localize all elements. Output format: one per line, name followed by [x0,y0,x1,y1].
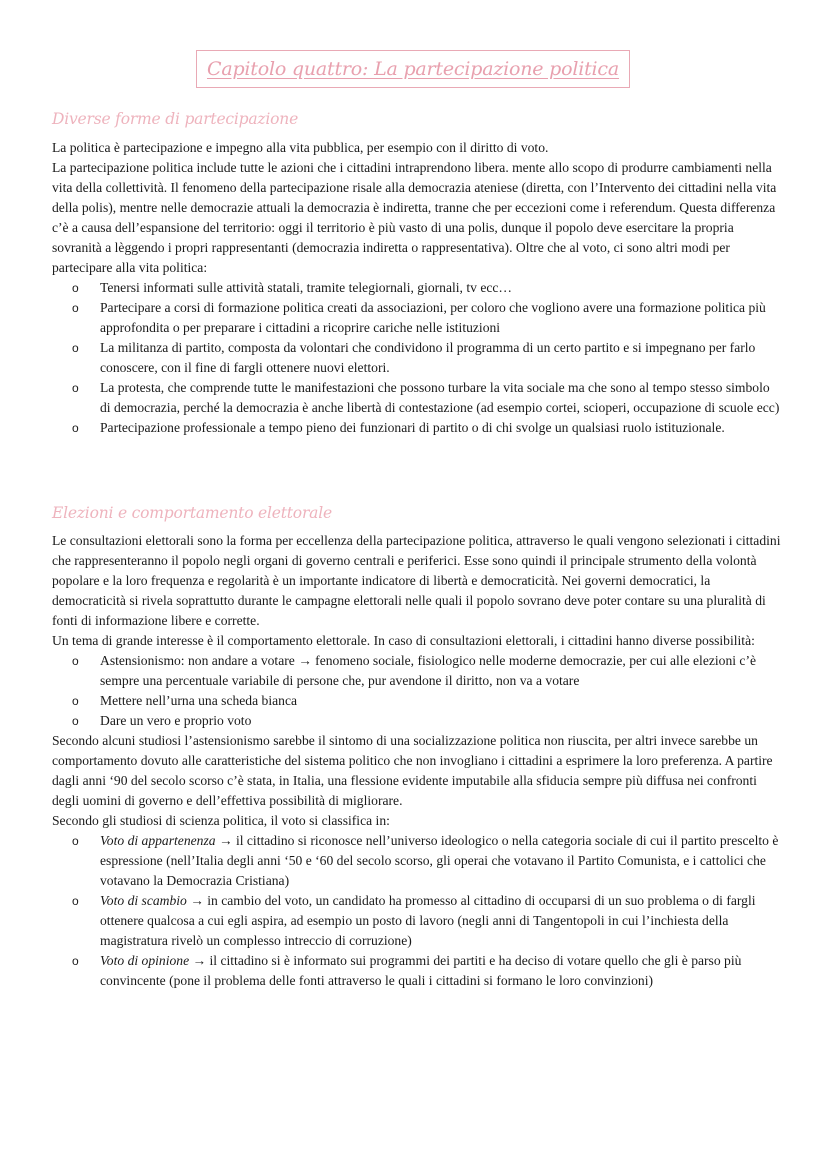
vote-types-list [52,831,782,991]
list-item: o Voto di appartenenza → il cittadino si riconosce nell’universo ideologico o nella categoria sociale di cui il partito prescelto è espressione (nell’Italia degli anni ‘50 e ‘60 del secolo scorso, gli operai che votavano il Partito Comunista, e i cattolici che votavano la Democrazia Cristiana) [72,833,779,888]
bullet-icon: o [72,281,79,295]
list-item: o Mettere nell’urna una scheda bianca [52,691,782,711]
bullet-icon: o [72,834,79,848]
voting-options-list [52,651,782,731]
section-heading-elezioni: Elezioni e comportamento elettorale [52,504,332,522]
bullet-icon: o [72,714,79,728]
section-body-elezioni [52,531,782,991]
list-item: o La militanza di partito, composta da volontari che condividono il programma di un certo partito e si impegnano per farlo conoscere, con il fine di fargli ottenere nuovi elettori. [72,340,756,375]
list-item: o Tenersi informati sulle attività statali, tramite telegiornali, giornali, tv ecc… [52,278,782,298]
paragraph-consultazioni: Le consultazioni elettorali sono la forma per eccellenza della partecipazione politica, attraverso le quali vengono selezionati i cittadini che rappresenteranno il popolo negli organi di governo centrali e periferici. Esse sono quindi il principale strumento della volontà popolare e la loro frequenza e regolarità è un importante indicatore di libertà e democraticità. Nei governi democratici, la democraticità si rivela soprattutto durante le campagne elettorali nelle quali il popolo sovrano deve poter contare su una pluralità di fonti di informazione libere e corrette. [52,533,781,628]
list-item: o Partecipare a corsi di formazione politica creati da associazioni, per coloro che vogliono avere una formazione politica più approfondita o per preparare i cittadini a ricoprire cariche nelle istituzioni [72,300,766,335]
section-heading-partecipazione: Diverse forme di partecipazione [52,110,299,128]
list-item: o Voto di scambio → in cambio del voto, un candidato ha promesso al cittadino di occuparsi di un suo problema o di fargli ottenere qualcosa a cui egli aspira, ad esempio un posto di lavoro (negli anni di Tangentopoli in cui l’inchiesta della magistratura rivelò un complesso intreccio di corruzione) [72,893,756,948]
bullet-icon: o [72,654,79,668]
paragraph-astensionismo: Secondo alcuni studiosi l’astensionismo sarebbe il sintomo di una socializzazione politica non riuscita, per altri invece sarebbe un comportamento dovuto alle caratteristiche del sistema politico che non invogliano i cittadini a esprimere la loro preferenza. A partire dagli anni ‘90 del secolo scorso c’è stata, in Italia, una flessione evidente imputabile alla sfiducia sempre più diffusa nei confronti degli uomini di governo e dell’effettiva possibilità di migliorare. [52,733,773,808]
title-box [196,50,630,88]
bullet-icon: o [72,894,79,908]
section-body-partecipazione [52,138,782,438]
list-item: o Dare un vero e proprio voto [52,711,782,731]
bullet-icon: o [72,301,79,315]
participation-list [52,278,782,438]
page-title: Capitolo quattro: La partecipazione politica [206,58,620,80]
list-item: o La protesta, che comprende tutte le manifestazioni che possono turbare la vita sociale ma che sono al tempo stesso simbolo di democrazia, perché la democrazia è anche libertà di contestazione (ad esempio cortei, scioperi, occupazione di scuole ecc) [72,380,780,415]
paragraph-classificazione: Secondo gli studiosi di scienza politica, il voto si classifica in: [52,813,390,828]
vote-type-term: Voto di scambio [100,893,187,908]
paragraph-intro: La partecipazione politica include tutte le azioni che i cittadini intraprendono libera. mente allo scopo di produrre cambiamenti nella vita della collettività. Il fenomeno della partecipazione risale alla democrazia ateniese (diretta, con l’Intervento dei cittadini nella vita della polis), mentre nelle democrazie attuali la democrazia è indiretta, tranne che per eccezioni come i referendum. Questa differenza c’è a causa dell’espansione del territorio: oggi il territorio è più vasto di una polis, dunque il popolo deve esercitare la propria sovranità a lèggendo i propri rappresentanti (democrazia indiretta o rappresentativa). Oltre che al voto, ci sono altri modi per partecipare alla vita politica: [52,160,777,275]
list-item: o Partecipazione professionale a tempo pieno dei funzionari di partito o di chi svolge un qualsiasi ruolo istituzionale. [52,418,782,438]
bullet-icon: o [72,694,79,708]
list-item: o Voto di opinione → il cittadino si è informato sui programmi dei partiti e ha deciso di votare quello che gli è parso più convincente (pone il problema delle fonti attraverso le quali i cittadini si formano le loro convinzioni) [72,953,742,988]
bullet-icon: o [72,954,79,968]
vote-type-term: Voto di opinione [100,953,190,968]
bullet-icon: o [72,341,79,355]
list-item: o Astensionismo: non andare a votare → fenomeno sociale, fisiologico nelle moderne democrazie, per cui alle elezioni c’è sempre una percentuale variabile di persone che, pur avendone il diritto, non va a votare [72,653,757,688]
paragraph-intro-line: La politica è partecipazione e impegno alla vita pubblica, per esempio con il diritto di voto. [52,140,549,155]
paragraph-comportamento: Un tema di grande interesse è il comportamento elettorale. In caso di consultazioni elettorali, i cittadini hanno diverse possibilità: [52,633,755,648]
vote-type-term: Voto di appartenenza [100,833,216,848]
bullet-icon: o [72,421,79,435]
bullet-icon: o [72,381,79,395]
